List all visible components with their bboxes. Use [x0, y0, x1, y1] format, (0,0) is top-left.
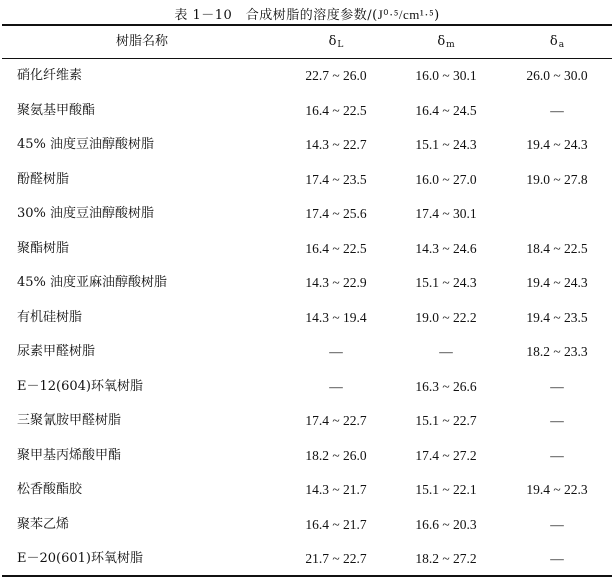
header-resin-name: 树脂名称: [115, 34, 168, 49]
delta-l-cell: 14.3 ~ 22.9: [305, 275, 367, 290]
delta-a-cell: 18.2 ~ 23.3: [526, 344, 588, 359]
delta-l-cell: 17.4 ~ 22.7: [305, 413, 367, 428]
resin-name-cell: 聚酯树脂: [17, 240, 70, 256]
table-row: [2, 266, 612, 301]
resin-name-cell: 聚氨基甲酸酯: [17, 102, 96, 118]
resin-name-cell: E－12(604)环氧树脂: [17, 378, 143, 394]
header-delta-m: [390, 25, 502, 58]
delta-a-cell: —: [550, 447, 564, 463]
resin-name-cell: E－20(601)环氧树脂: [17, 551, 143, 566]
table-row: [2, 473, 612, 508]
delta-l-cell: 16.4 ~ 22.5: [305, 102, 367, 118]
table-row: [2, 94, 612, 129]
delta-m-cell: 16.6 ~ 20.3: [415, 516, 477, 532]
bottom-rule: [2, 575, 612, 577]
delta-l-cell: 16.4 ~ 21.7: [305, 516, 367, 532]
delta-a-cell: —: [550, 516, 564, 532]
header-delta-m-symbol: δ: [437, 34, 446, 49]
resin-name-cell: 酚醛树脂: [17, 171, 70, 187]
delta-l-cell: 14.3 ~ 22.7: [305, 137, 367, 152]
delta-m-cell: —: [439, 344, 453, 359]
delta-l-cell: 14.3 ~ 21.7: [305, 482, 367, 497]
resin-name-cell: 硝化纤维素: [17, 68, 83, 83]
delta-a-cell: 19.0 ~ 27.8: [526, 171, 588, 187]
delta-a-cell: [502, 197, 612, 232]
table-row: [2, 59, 612, 94]
header-delta-a-sub: a: [558, 40, 565, 50]
resin-name-cell: 45% 油度亚麻油醇酸树脂: [17, 275, 168, 290]
delta-l-cell: 17.4 ~ 25.6: [305, 206, 367, 221]
table-caption: [0, 4, 614, 23]
delta-a-cell: 26.0 ~ 30.0: [526, 68, 588, 83]
delta-a-cell: —: [550, 413, 564, 428]
resin-name-cell: 30% 油度豆油醇酸树脂: [17, 206, 155, 221]
resin-name-cell: 45% 油度豆油醇酸树脂: [17, 137, 155, 152]
delta-l-cell: 14.3 ~ 19.4: [305, 309, 367, 325]
caption-close: ): [434, 8, 440, 23]
header-delta-l: [282, 25, 390, 58]
resin-name-cell: 聚苯乙烯: [17, 516, 70, 532]
delta-m-cell: 16.0 ~ 30.1: [415, 68, 477, 83]
table-row: [2, 301, 612, 336]
table-row: [2, 335, 612, 370]
caption-title: 表 1－10 合成树脂的溶度参数/(: [174, 8, 378, 23]
table-row: [2, 542, 612, 577]
delta-l-cell: 21.7 ~ 22.7: [305, 551, 367, 566]
resin-name-cell: 有机硅树脂: [17, 309, 83, 325]
delta-a-cell: 19.4 ~ 24.3: [526, 137, 588, 152]
resin-name-cell: 尿素甲醛树脂: [17, 344, 96, 359]
header-delta-l-sub: L: [337, 40, 344, 50]
delta-a-cell: —: [550, 102, 564, 118]
table-row: [2, 370, 612, 405]
delta-m-cell: 15.1 ~ 24.3: [415, 275, 477, 290]
header-delta-m-sub: m: [446, 40, 455, 50]
table-row: [2, 163, 612, 198]
resin-name-cell: 三聚氰胺甲醛树脂: [17, 413, 122, 428]
delta-m-cell: 15.1 ~ 22.7: [415, 413, 477, 428]
delta-m-cell: 16.4 ~ 24.5: [415, 102, 477, 118]
resin-name-cell: 聚甲基丙烯酸甲酯: [17, 447, 122, 463]
table-row: [2, 439, 612, 474]
delta-m-cell: 16.3 ~ 26.6: [415, 378, 477, 394]
delta-l-cell: 22.7 ~ 26.0: [305, 68, 367, 83]
delta-l-cell: —: [329, 344, 343, 359]
delta-a-cell: —: [550, 551, 564, 566]
delta-m-cell: 17.4 ~ 27.2: [415, 447, 477, 463]
delta-a-cell: 19.4 ~ 23.5: [526, 309, 588, 325]
header-delta-l-symbol: δ: [328, 34, 337, 49]
delta-a-cell: 19.4 ~ 22.3: [526, 482, 588, 497]
delta-l-cell: 18.2 ~ 26.0: [305, 447, 367, 463]
table-row: [2, 197, 612, 232]
delta-l-cell: 16.4 ~ 22.5: [305, 240, 367, 256]
table-row: [2, 404, 612, 439]
delta-a-cell: 18.4 ~ 22.5: [526, 240, 588, 256]
table-row: [2, 128, 612, 163]
caption-unit: J⁰·⁵/cm¹·⁵: [377, 7, 435, 22]
delta-a-cell: 19.4 ~ 24.3: [526, 275, 588, 290]
delta-m-cell: 14.3 ~ 24.6: [415, 240, 477, 256]
table-row: [2, 508, 612, 543]
delta-l-cell: 17.4 ~ 23.5: [305, 171, 367, 187]
table-body: [2, 59, 612, 577]
header-delta-a-symbol: δ: [549, 34, 558, 49]
delta-m-cell: 16.0 ~ 27.0: [415, 171, 477, 187]
table-header: [2, 25, 612, 58]
delta-m-cell: 15.1 ~ 24.3: [415, 137, 477, 152]
table-row: [2, 232, 612, 267]
header-delta-a: [502, 25, 612, 58]
delta-l-cell: —: [329, 378, 343, 394]
delta-m-cell: 18.2 ~ 27.2: [415, 551, 477, 566]
delta-m-cell: 15.1 ~ 22.1: [415, 482, 477, 497]
delta-a-cell: —: [550, 378, 564, 394]
delta-m-cell: 19.0 ~ 22.2: [415, 309, 477, 325]
delta-m-cell: 17.4 ~ 30.1: [415, 206, 477, 221]
resin-name-cell: 松香酸酯胶: [17, 482, 83, 497]
